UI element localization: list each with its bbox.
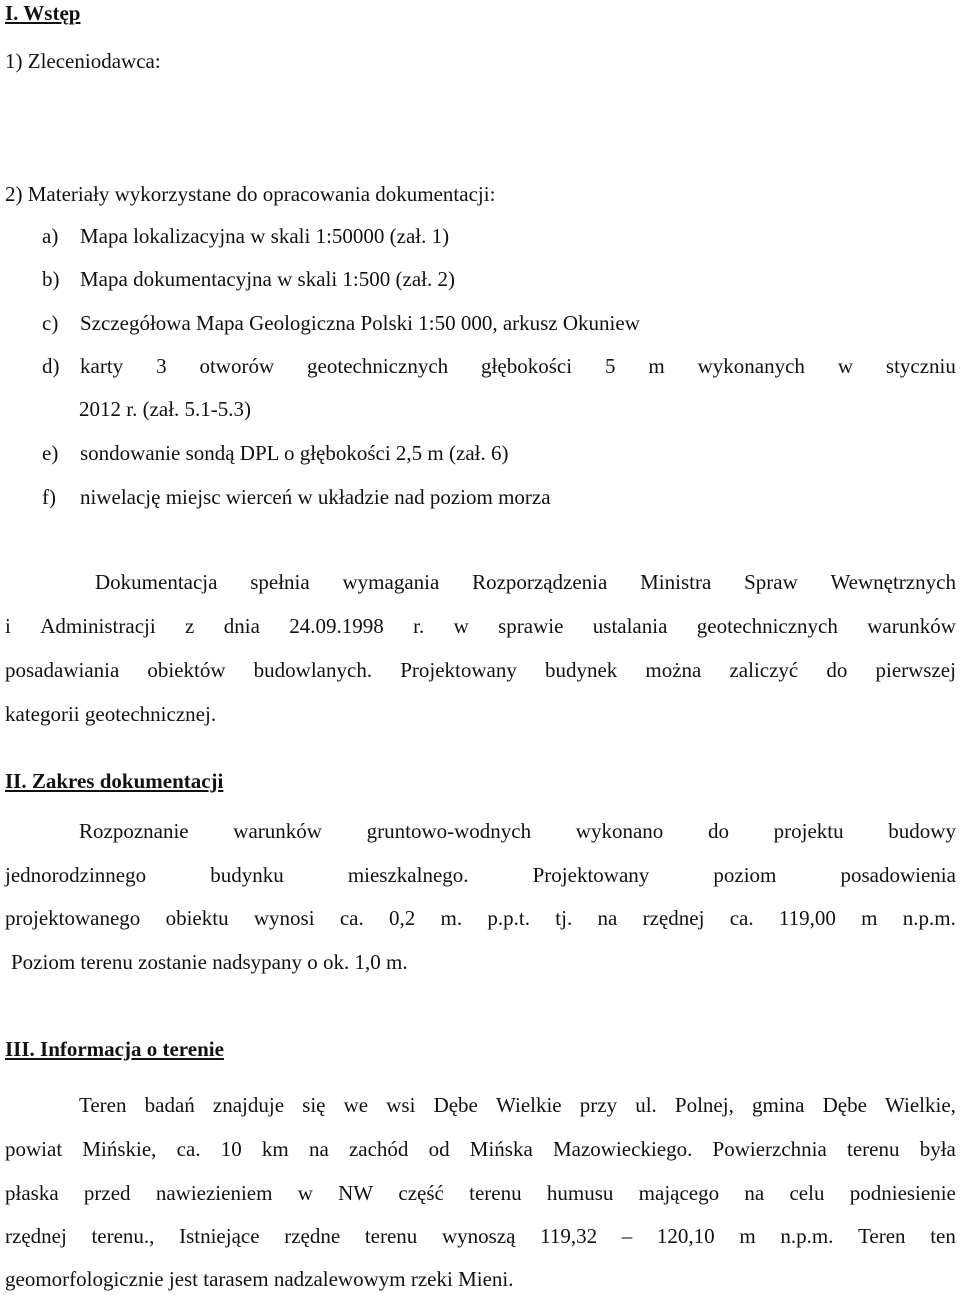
word: m — [861, 906, 878, 930]
paragraph-1-line-2 — [5, 613, 956, 639]
word: poziom — [713, 863, 777, 887]
word: rzędnej — [5, 1224, 67, 1248]
word: wsi — [386, 1093, 416, 1117]
section-2-heading: II. Zakres dokumentacji — [5, 769, 224, 793]
word: Istniejące — [179, 1224, 260, 1248]
word: posadowienia — [840, 863, 956, 887]
paragraph-1-line-1 — [95, 569, 956, 595]
material-item-d — [42, 353, 956, 379]
word: powiat — [5, 1137, 63, 1161]
word: na — [744, 1181, 765, 1205]
word: na — [597, 906, 618, 930]
item-label: f) — [42, 485, 56, 509]
word: Mińska — [469, 1137, 533, 1161]
word: 119,00 — [778, 906, 836, 930]
word: sprawie — [498, 614, 564, 638]
word: do — [707, 819, 729, 843]
word: ca. — [339, 906, 364, 930]
word: Wielkie, — [885, 1093, 956, 1117]
word: budynku — [210, 863, 284, 887]
word: się — [302, 1093, 326, 1117]
contractor-line: 1) Zleceniodawca: — [5, 49, 161, 73]
word: wynoszą — [441, 1224, 516, 1248]
paragraph-2-line-3 — [5, 905, 956, 931]
word: terenu., — [91, 1224, 155, 1248]
word: celu — [789, 1181, 825, 1205]
word: rzędnej — [642, 906, 705, 930]
word: 3 — [156, 354, 167, 378]
word: ca. — [729, 906, 754, 930]
word: można — [645, 658, 702, 682]
word: rzędne — [284, 1224, 341, 1248]
word: Polnej, — [674, 1093, 734, 1117]
word: Mazowieckiego. — [552, 1137, 693, 1161]
word: budynek — [544, 658, 618, 682]
word: Ministra — [640, 570, 712, 594]
paragraph-3-line-2 — [5, 1136, 956, 1162]
word: część — [398, 1181, 444, 1205]
word: terenu — [847, 1137, 900, 1161]
word: p.p.t. — [487, 906, 531, 930]
paragraph-1-line-4: kategorii geotechnicznej. — [5, 702, 217, 726]
word: 10 — [220, 1137, 242, 1161]
paragraph-2-line-2 — [5, 862, 956, 888]
item-text: sondowanie sondą DPL o głębokości 2,5 m (zał. 6) — [80, 441, 509, 465]
word: ustalania — [592, 614, 668, 638]
word: do — [826, 658, 848, 682]
word: i — [5, 614, 11, 638]
word: n.p.m. — [902, 906, 956, 930]
paragraph-2-line-4: Poziom terenu zostanie nadsypany o ok. 1,0 m. — [11, 950, 408, 974]
word: r. — [413, 614, 425, 638]
item-text: Szczegółowa Mapa Geologiczna Polski 1:50 000, arkusz Okuniew — [80, 311, 640, 335]
item-label: c) — [42, 311, 59, 335]
word: projektowanego — [5, 906, 141, 930]
word: na — [308, 1137, 329, 1161]
word: dnia — [223, 614, 260, 638]
word: styczniu — [885, 354, 956, 378]
word: warunków — [867, 614, 956, 638]
item-text: niwelację miejsc wierceń w układzie nad poziom morza — [80, 485, 551, 509]
word: pierwszej — [875, 658, 956, 682]
paragraph-3-line-5: geomorfologicznie jest tarasem nadzalewowym rzeki Mieni. — [5, 1267, 514, 1291]
word: karty — [80, 354, 124, 378]
paragraph-1-line-3 — [5, 657, 956, 683]
word: m. — [440, 906, 463, 930]
material-item-b — [42, 266, 956, 292]
material-item-e — [42, 440, 956, 466]
word: nawiezieniem — [155, 1181, 273, 1205]
word: 119,32 — [540, 1224, 598, 1248]
word: 120,10 — [656, 1224, 715, 1248]
word: głębokości — [481, 354, 573, 378]
word: ca. — [176, 1137, 201, 1161]
word: projektu — [773, 819, 844, 843]
word: posadawiania — [5, 658, 120, 682]
word: 24.09.1998 — [289, 614, 384, 638]
word: Projektowany — [400, 658, 517, 682]
item-text: Mapa lokalizacyjna w skali 1:50000 (zał. 1) — [80, 224, 450, 248]
word: mającego — [638, 1181, 720, 1205]
material-item-f — [42, 484, 956, 510]
word: wykonanych — [697, 354, 805, 378]
word: była — [919, 1137, 956, 1161]
word: m — [648, 354, 665, 378]
word: Rozporządzenia — [472, 570, 608, 594]
word: Mińskie, — [82, 1137, 157, 1161]
word: badań — [144, 1093, 195, 1117]
word: Administracji — [40, 614, 156, 638]
word: n.p.m. — [780, 1224, 834, 1248]
word: – — [621, 1224, 633, 1248]
word: obiektu — [165, 906, 229, 930]
word: tj. — [555, 906, 573, 930]
word: od — [428, 1137, 450, 1161]
word: gmina — [751, 1093, 805, 1117]
word: przy — [579, 1093, 618, 1117]
word: obiektów — [147, 658, 226, 682]
word: podniesienie — [849, 1181, 956, 1205]
item-label: a) — [42, 224, 59, 248]
paragraph-3-line-1 — [79, 1092, 956, 1118]
word: humusu — [546, 1181, 614, 1205]
item-text — [80, 353, 956, 379]
word: we — [343, 1093, 369, 1117]
item-text: Mapa dokumentacyjna w skali 1:500 (zał. 2) — [80, 267, 455, 291]
word: zachód — [348, 1137, 409, 1161]
word: w — [297, 1181, 313, 1205]
word: ul. — [635, 1093, 657, 1117]
section-3-heading: III. Informacja o terenie — [5, 1037, 224, 1061]
word: warunków — [233, 819, 322, 843]
word: Wewnętrznych — [830, 570, 956, 594]
word: budowy — [888, 819, 956, 843]
word: Projektowany — [532, 863, 650, 887]
word: NW — [338, 1181, 374, 1205]
item-label: b) — [42, 267, 60, 291]
word: geotechnicznych — [307, 354, 449, 378]
word: mieszkalnego. — [347, 863, 469, 887]
word: w — [453, 614, 469, 638]
word: budowlanych. — [253, 658, 373, 682]
word: Spraw — [744, 570, 798, 594]
word: zaliczyć — [729, 658, 799, 682]
word: 0,2 — [389, 906, 416, 930]
word: wykonano — [575, 819, 664, 843]
word: spełnia — [250, 570, 310, 594]
word: Wielkie — [496, 1093, 562, 1117]
word: przed — [83, 1181, 131, 1205]
section-1-heading: I. Wstęp — [5, 1, 81, 25]
word: wymagania — [342, 570, 440, 594]
material-item-a — [42, 223, 956, 249]
word: 5 — [604, 354, 616, 378]
item-label: e) — [42, 441, 59, 465]
paragraph-2-line-1 — [79, 818, 956, 844]
word: Dębe — [433, 1093, 478, 1117]
material-item-c — [42, 310, 956, 336]
word: Rozpoznanie — [79, 819, 189, 843]
materials-intro: 2) Materiały wykorzystane do opracowania dokumentacji: — [5, 182, 496, 206]
word: m — [739, 1224, 756, 1248]
word: Dębe — [822, 1093, 867, 1117]
word: Teren — [79, 1093, 127, 1117]
material-item-d-continuation: 2012 r. (zał. 5.1-5.3) — [79, 397, 252, 421]
word: wynosi — [253, 906, 315, 930]
word: terenu — [469, 1181, 522, 1205]
word: Teren — [858, 1224, 906, 1248]
paragraph-3-line-4 — [5, 1223, 956, 1249]
word: jednorodzinnego — [5, 863, 147, 887]
paragraph-3-line-3 — [5, 1180, 956, 1206]
word: gruntowo-wodnych — [366, 819, 532, 843]
word: znajduje — [212, 1093, 285, 1117]
word: terenu — [364, 1224, 418, 1248]
item-label: d) — [42, 354, 60, 378]
word: ten — [930, 1224, 956, 1248]
word: z — [185, 614, 195, 638]
word: Dokumentacja — [95, 570, 218, 594]
word: km — [261, 1137, 289, 1161]
word: otworów — [199, 354, 275, 378]
word: geotechnicznych — [696, 614, 838, 638]
word: Powierzchnia — [712, 1137, 827, 1161]
word: w — [837, 354, 853, 378]
word: płaska — [5, 1181, 59, 1205]
